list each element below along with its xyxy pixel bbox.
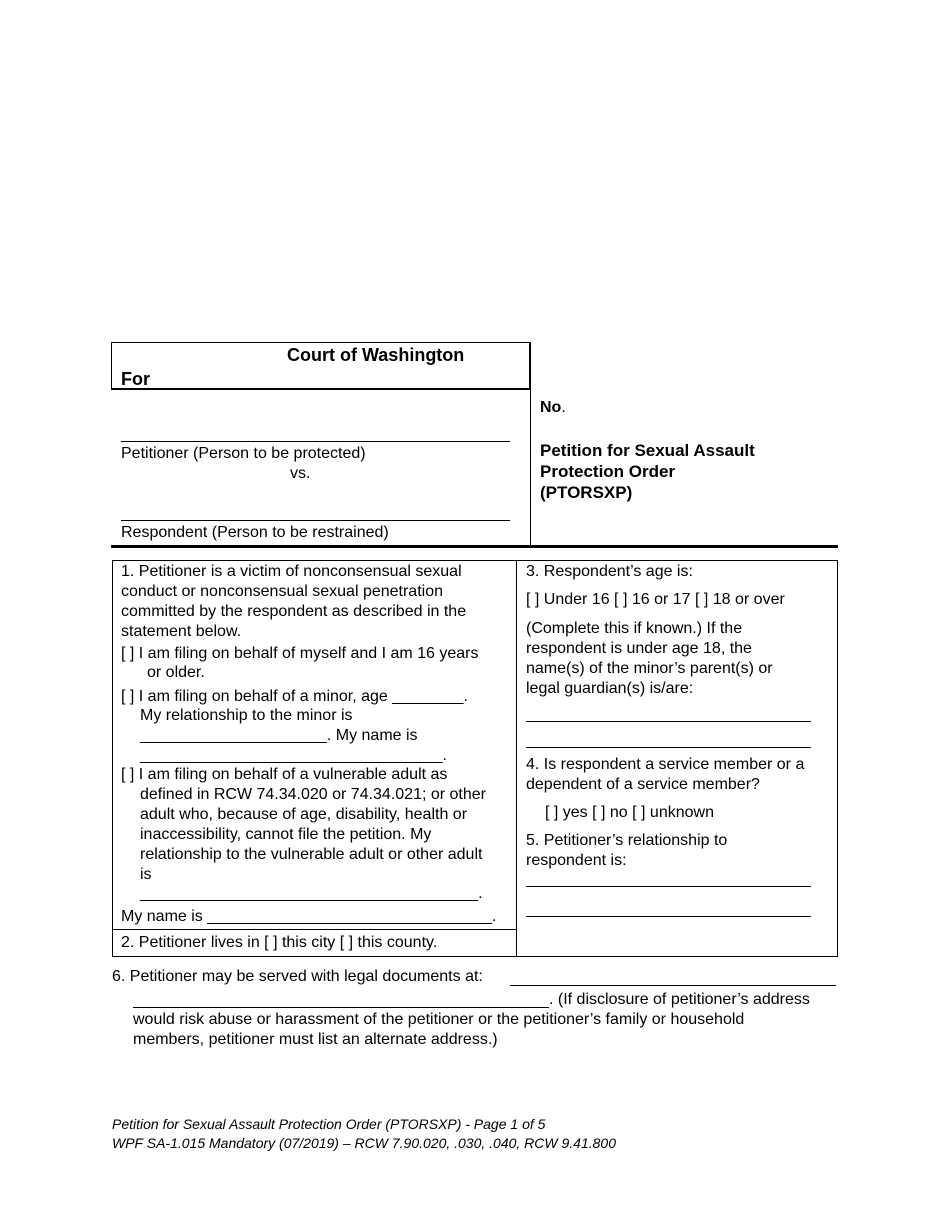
footer-line: Petition for Sexual Assault Protection Order (PTORSXP) - Page 1 of 5 bbox=[112, 1116, 546, 1132]
respondent-name-line bbox=[121, 520, 510, 521]
case-number-period: . bbox=[561, 399, 566, 416]
item6-note-line3: would risk abuse or harassment of the petitioner or the petitioner’s family or household bbox=[133, 1011, 745, 1028]
option-minor-line3[interactable]: _____________________. My name is bbox=[140, 727, 418, 744]
petitioner-name-line bbox=[121, 441, 510, 442]
item3-note bbox=[526, 619, 773, 699]
item5-line: 5. Petitioner’s relationship to bbox=[526, 832, 728, 849]
option-vulnerable-checkbox[interactable]: [ ] I am filing on behalf of a vulnerable adult as bbox=[121, 766, 448, 783]
footer bbox=[112, 1115, 616, 1153]
caption-vertical-divider bbox=[530, 342, 531, 546]
item1-line: conduct or nonconsensual sexual penetration bbox=[121, 583, 443, 600]
item1-line: statement below. bbox=[121, 623, 242, 640]
option-vulnerable-line: relationship to the vulnerable adult or other adult bbox=[140, 846, 483, 863]
service-address-line-2[interactable] bbox=[133, 1007, 549, 1008]
my-name-field[interactable]: My name is ________________________________. bbox=[121, 908, 497, 925]
option-vulnerable-line: inaccessibility, cannot file the petition. My bbox=[140, 826, 432, 843]
petitioner-label: Petitioner (Person to be protected) bbox=[121, 445, 366, 462]
respondent-label: Respondent (Person to be restrained) bbox=[121, 524, 389, 541]
item3-note-line: legal guardian(s) is/are: bbox=[526, 680, 694, 697]
item4-line: dependent of a service member? bbox=[526, 776, 760, 793]
vulnerable-relationship-blank[interactable]: ______________________________________. bbox=[140, 885, 483, 902]
item4-line: 4. Is respondent a service member or a bbox=[526, 756, 805, 773]
item1-line: committed by the respondent as described in the bbox=[121, 603, 467, 620]
court-title: Court of Washington bbox=[287, 345, 465, 365]
relationship-line-2[interactable] bbox=[526, 916, 811, 917]
option-vulnerable-line: is bbox=[140, 866, 152, 883]
document-title-line: Petition for Sexual Assault bbox=[540, 441, 755, 460]
item6-note-line4: members, petitioner must list an alternate address.) bbox=[133, 1031, 498, 1048]
vs-label: vs. bbox=[290, 465, 311, 482]
guardian-name-line-2[interactable] bbox=[526, 747, 811, 748]
option-vulnerable-text bbox=[140, 785, 486, 885]
option-vulnerable-line: adult who, because of age, disability, health or bbox=[140, 806, 468, 823]
option-minor-line4[interactable]: __________________________________. bbox=[140, 747, 447, 764]
item1-text bbox=[121, 562, 466, 642]
item2-residence[interactable]: 2. Petitioner lives in [ ] this city [ ] this county. bbox=[121, 934, 438, 951]
item3-note-line: name(s) of the minor’s parent(s) or bbox=[526, 660, 773, 677]
for-label: For bbox=[121, 369, 150, 389]
option-self-line2: or older. bbox=[147, 664, 205, 681]
item6-note-start: . (If disclosure of petitioner’s address bbox=[549, 991, 810, 1008]
column-divider bbox=[516, 560, 517, 957]
option-vulnerable-line: defined in RCW 74.34.020 or 74.34.021; or other bbox=[140, 786, 486, 803]
case-number-label: No bbox=[540, 399, 562, 416]
item5-line: respondent is: bbox=[526, 852, 627, 869]
item1-line: 1. Petitioner is a victim of nonconsensual sexual bbox=[121, 563, 462, 580]
caption-separator bbox=[111, 545, 838, 548]
item4-options[interactable]: [ ] yes [ ] no [ ] unknown bbox=[545, 804, 714, 821]
item5-question bbox=[526, 831, 727, 871]
item2-top-border bbox=[112, 929, 517, 930]
footer-line: WPF SA-1.015 Mandatory (07/2019) – RCW 7.90.020, .030, .040, RCW 9.41.800 bbox=[112, 1135, 617, 1151]
item3-age-options[interactable]: [ ] Under 16 [ ] 16 or 17 [ ] 18 or over bbox=[526, 591, 785, 608]
document-title-line: Protection Order bbox=[540, 462, 676, 481]
option-self-checkbox[interactable]: [ ] I am filing on behalf of myself and I am 16 years bbox=[121, 645, 479, 662]
guardian-name-line-1[interactable] bbox=[526, 721, 811, 722]
item3-note-line: respondent is under age 18, the bbox=[526, 640, 752, 657]
relationship-line-1[interactable] bbox=[526, 886, 811, 887]
case-number bbox=[540, 398, 566, 418]
option-minor-checkbox[interactable]: [ ] I am filing on behalf of a minor, age ________. bbox=[121, 688, 468, 705]
item3-heading: 3. Respondent’s age is: bbox=[526, 563, 693, 580]
option-minor-line2: My relationship to the minor is bbox=[140, 707, 353, 724]
item3-note-line: (Complete this if known.) If the bbox=[526, 620, 743, 637]
document-title bbox=[540, 440, 755, 503]
service-address-line-1[interactable] bbox=[510, 985, 836, 986]
item4-question bbox=[526, 755, 804, 795]
document-title-line: (PTORSXP) bbox=[540, 483, 633, 502]
item6-label: 6. Petitioner may be served with legal documents at: bbox=[112, 968, 483, 985]
